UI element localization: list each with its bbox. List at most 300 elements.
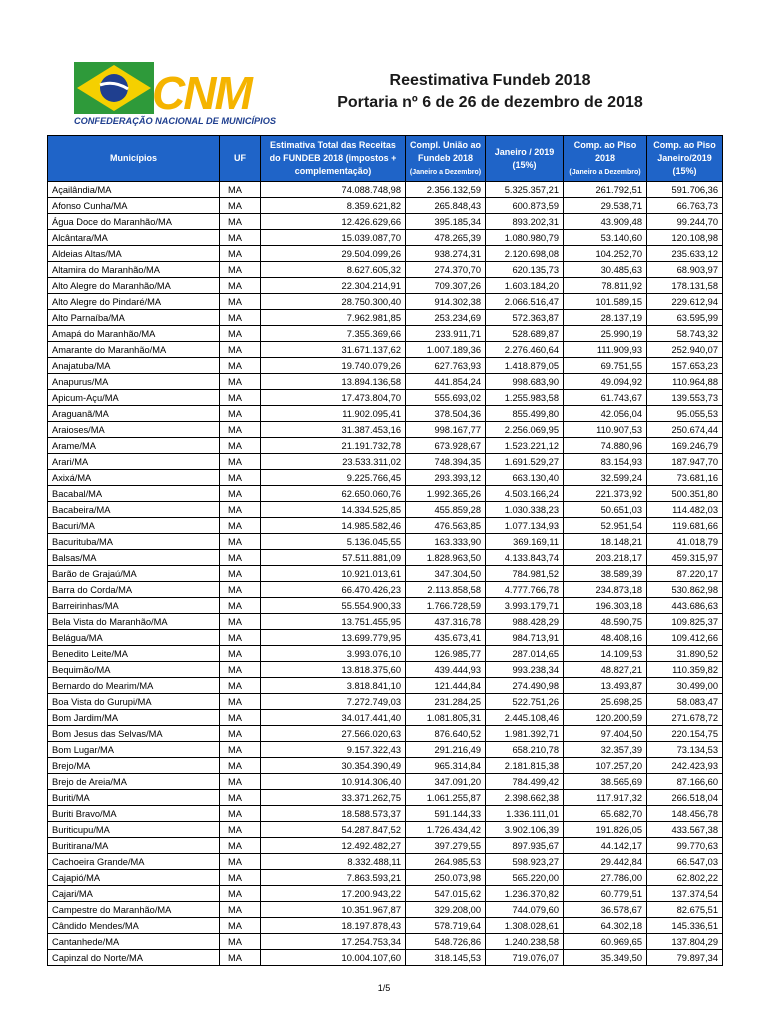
cell-compl-uniao: 591.144,33 (406, 806, 486, 822)
table-row (48, 406, 723, 422)
table-row (48, 614, 723, 630)
table-row (48, 390, 723, 406)
cell-estimativa: 11.902.095,41 (261, 406, 406, 422)
cell-compl-uniao: 673.928,67 (406, 438, 486, 454)
cell-comp-piso-jan: 235.633,12 (647, 246, 723, 262)
cell-municipio: Amapá do Maranhão/MA (48, 326, 220, 342)
cell-compl-uniao: 1.007.189,36 (406, 342, 486, 358)
cell-uf: MA (220, 806, 261, 822)
cell-estimativa: 18.197.878,43 (261, 918, 406, 934)
cell-estimativa: 31.387.453,16 (261, 422, 406, 438)
cell-uf: MA (220, 694, 261, 710)
cell-estimativa: 14.985.582,46 (261, 518, 406, 534)
cell-compl-uniao: 233.911,71 (406, 326, 486, 342)
cell-estimativa: 28.750.300,40 (261, 294, 406, 310)
cell-municipio: Buriti/MA (48, 790, 220, 806)
cell-uf: MA (220, 358, 261, 374)
table-row (48, 758, 723, 774)
cell-municipio: Altamira do Maranhão/MA (48, 262, 220, 278)
cell-estimativa: 66.470.426,23 (261, 582, 406, 598)
cell-comp-piso-jan: 242.423,93 (647, 758, 723, 774)
cell-comp-piso-jan: 114.482,03 (647, 502, 723, 518)
cell-compl-uniao: 1.828.963,50 (406, 550, 486, 566)
table-row (48, 566, 723, 582)
table-row (48, 726, 723, 742)
cell-municipio: Arame/MA (48, 438, 220, 454)
cell-estimativa: 57.511.881,09 (261, 550, 406, 566)
cell-compl-uniao: 455.859,28 (406, 502, 486, 518)
cell-uf: MA (220, 550, 261, 566)
cell-comp-piso: 203.218,17 (564, 550, 647, 566)
brazil-flag-icon (74, 62, 154, 114)
cell-comp-piso: 61.743,67 (564, 390, 647, 406)
table-row (48, 422, 723, 438)
cell-compl-uniao: 293.393,12 (406, 470, 486, 486)
cell-comp-piso: 234.873,18 (564, 582, 647, 598)
cell-janeiro: 2.445.108,46 (486, 710, 564, 726)
cell-janeiro: 658.210,78 (486, 742, 564, 758)
table-row (48, 214, 723, 230)
cell-compl-uniao: 547.015,62 (406, 886, 486, 902)
cell-uf: MA (220, 262, 261, 278)
cell-municipio: Alto Alegre do Maranhão/MA (48, 278, 220, 294)
cell-janeiro: 287.014,65 (486, 646, 564, 662)
cell-comp-piso: 101.589,15 (564, 294, 647, 310)
cell-comp-piso-jan: 169.246,79 (647, 438, 723, 454)
cell-compl-uniao: 265.848,43 (406, 198, 486, 214)
cell-estimativa: 5.136.045,55 (261, 534, 406, 550)
cell-uf: MA (220, 854, 261, 870)
table-row (48, 438, 723, 454)
table-row (48, 694, 723, 710)
logo-wordmark: CNM (152, 67, 251, 119)
cell-comp-piso-jan: 178.131,58 (647, 278, 723, 294)
table-row (48, 838, 723, 854)
cell-comp-piso-jan: 66.763,73 (647, 198, 723, 214)
cell-estimativa: 7.863.593,21 (261, 870, 406, 886)
cell-comp-piso-jan: 110.964,88 (647, 374, 723, 390)
cell-compl-uniao: 965.314,84 (406, 758, 486, 774)
table-row (48, 230, 723, 246)
table-row (48, 358, 723, 374)
cell-compl-uniao: 476.563,85 (406, 518, 486, 534)
table-row (48, 262, 723, 278)
cell-comp-piso: 52.951,54 (564, 518, 647, 534)
cell-uf: MA (220, 934, 261, 950)
cell-municipio: Bom Jesus das Selvas/MA (48, 726, 220, 742)
cell-uf: MA (220, 742, 261, 758)
cell-janeiro: 369.169,11 (486, 534, 564, 550)
table-row (48, 742, 723, 758)
cell-comp-piso-jan: 95.055,53 (647, 406, 723, 422)
cell-janeiro: 784.499,42 (486, 774, 564, 790)
cell-compl-uniao: 1.061.255,87 (406, 790, 486, 806)
table-row (48, 454, 723, 470)
cell-uf: MA (220, 646, 261, 662)
cell-comp-piso: 196.303,18 (564, 598, 647, 614)
cell-janeiro: 744.079,60 (486, 902, 564, 918)
cell-municipio: Brejo de Areia/MA (48, 774, 220, 790)
document-title: Reestimativa Fundeb 2018 (389, 72, 591, 89)
cell-estimativa: 27.566.020,63 (261, 726, 406, 742)
cell-janeiro: 4.503.166,24 (486, 486, 564, 502)
cell-uf: MA (220, 278, 261, 294)
cell-janeiro: 1.236.370,82 (486, 886, 564, 902)
col-uf: UF (220, 136, 261, 182)
cell-compl-uniao: 1.726.434,42 (406, 822, 486, 838)
cell-janeiro: 522.751,26 (486, 694, 564, 710)
cell-compl-uniao: 395.185,34 (406, 214, 486, 230)
cell-uf: MA (220, 902, 261, 918)
cell-estimativa: 14.334.525,85 (261, 502, 406, 518)
cell-estimativa: 17.200.943,22 (261, 886, 406, 902)
cell-janeiro: 600.873,59 (486, 198, 564, 214)
cell-janeiro: 598.923,27 (486, 854, 564, 870)
cell-janeiro: 5.325.357,21 (486, 182, 564, 198)
cell-compl-uniao: 548.726,86 (406, 934, 486, 950)
cell-comp-piso-jan: 443.686,63 (647, 598, 723, 614)
cell-uf: MA (220, 758, 261, 774)
cell-compl-uniao: 2.113.858,58 (406, 582, 486, 598)
cell-compl-uniao: 250.073,98 (406, 870, 486, 886)
cell-compl-uniao: 126.985,77 (406, 646, 486, 662)
cell-compl-uniao: 998.167,77 (406, 422, 486, 438)
cell-janeiro: 3.993.179,71 (486, 598, 564, 614)
cell-comp-piso-jan: 62.802,22 (647, 870, 723, 886)
cell-comp-piso-jan: 137.804,29 (647, 934, 723, 950)
cell-comp-piso: 191.826,05 (564, 822, 647, 838)
cell-uf: MA (220, 198, 261, 214)
cell-comp-piso-jan: 591.706,36 (647, 182, 723, 198)
table-row (48, 582, 723, 598)
table-row (48, 678, 723, 694)
cell-estimativa: 13.818.375,60 (261, 662, 406, 678)
cell-comp-piso: 49.094,92 (564, 374, 647, 390)
cell-estimativa: 33.371.262,75 (261, 790, 406, 806)
cell-comp-piso-jan: 82.675,51 (647, 902, 723, 918)
cell-estimativa: 18.588.573,37 (261, 806, 406, 822)
table-row (48, 950, 723, 966)
table-row (48, 806, 723, 822)
cell-municipio: Bequimão/MA (48, 662, 220, 678)
cell-estimativa: 30.354.390,49 (261, 758, 406, 774)
cell-janeiro: 565.220,00 (486, 870, 564, 886)
cell-compl-uniao: 347.091,20 (406, 774, 486, 790)
cell-comp-piso: 18.148,21 (564, 534, 647, 550)
cell-comp-piso-jan: 73.681,16 (647, 470, 723, 486)
cell-compl-uniao: 318.145,53 (406, 950, 486, 966)
cell-compl-uniao: 478.265,39 (406, 230, 486, 246)
table-row (48, 854, 723, 870)
cell-municipio: Bacuri/MA (48, 518, 220, 534)
cell-uf: MA (220, 662, 261, 678)
cell-compl-uniao: 291.216,49 (406, 742, 486, 758)
cell-municipio: Cachoeira Grande/MA (48, 854, 220, 870)
table-row (48, 326, 723, 342)
cell-comp-piso-jan: 266.518,04 (647, 790, 723, 806)
cell-uf: MA (220, 710, 261, 726)
cell-estimativa: 54.287.847,52 (261, 822, 406, 838)
cell-comp-piso: 36.578,67 (564, 902, 647, 918)
cell-comp-piso: 64.302,18 (564, 918, 647, 934)
cell-estimativa: 55.554.900,33 (261, 598, 406, 614)
cell-uf: MA (220, 502, 261, 518)
table-row (48, 182, 723, 198)
cell-uf: MA (220, 534, 261, 550)
cell-comp-piso-jan: 87.220,17 (647, 566, 723, 582)
cell-comp-piso: 48.590,75 (564, 614, 647, 630)
cell-comp-piso: 83.154,93 (564, 454, 647, 470)
cell-uf: MA (220, 230, 261, 246)
cell-janeiro: 998.683,90 (486, 374, 564, 390)
cell-municipio: Campestre do Maranhão/MA (48, 902, 220, 918)
cell-uf: MA (220, 214, 261, 230)
cell-janeiro: 1.308.028,61 (486, 918, 564, 934)
cell-comp-piso: 74.880,96 (564, 438, 647, 454)
cell-estimativa: 15.039.087,70 (261, 230, 406, 246)
cell-compl-uniao: 709.307,26 (406, 278, 486, 294)
cell-comp-piso: 29.442,84 (564, 854, 647, 870)
table-row (48, 646, 723, 662)
cell-estimativa: 17.254.753,34 (261, 934, 406, 950)
cell-compl-uniao: 121.444,84 (406, 678, 486, 694)
col-comp-piso-jan: Comp. ao Piso Janeiro/2019 (15%) (647, 136, 723, 182)
table-row (48, 470, 723, 486)
cell-compl-uniao: 231.284,25 (406, 694, 486, 710)
cell-municipio: Cajapió/MA (48, 870, 220, 886)
cell-estimativa: 9.225.766,45 (261, 470, 406, 486)
cell-estimativa: 12.492.482,27 (261, 838, 406, 854)
cell-comp-piso-jan: 109.412,66 (647, 630, 723, 646)
cell-comp-piso: 78.811,92 (564, 278, 647, 294)
cell-compl-uniao: 163.333,90 (406, 534, 486, 550)
cell-estimativa: 13.699.779,95 (261, 630, 406, 646)
cell-comp-piso: 69.751,55 (564, 358, 647, 374)
table-row (48, 630, 723, 646)
table-row (48, 310, 723, 326)
cell-comp-piso-jan: 120.108,98 (647, 230, 723, 246)
cell-comp-piso-jan: 87.166,60 (647, 774, 723, 790)
cell-uf: MA (220, 838, 261, 854)
cell-compl-uniao: 435.673,41 (406, 630, 486, 646)
cell-estimativa: 7.272.749,03 (261, 694, 406, 710)
cell-uf: MA (220, 790, 261, 806)
cell-comp-piso-jan: 252.940,07 (647, 342, 723, 358)
cell-janeiro: 1.603.184,20 (486, 278, 564, 294)
cell-comp-piso-jan: 68.903,97 (647, 262, 723, 278)
cell-comp-piso-jan: 30.499,00 (647, 678, 723, 694)
cell-comp-piso-jan: 139.553,73 (647, 390, 723, 406)
cell-comp-piso-jan: 187.947,70 (647, 454, 723, 470)
cell-comp-piso: 53.140,60 (564, 230, 647, 246)
cell-comp-piso-jan: 137.374,54 (647, 886, 723, 902)
cell-municipio: Barra do Corda/MA (48, 582, 220, 598)
cell-uf: MA (220, 486, 261, 502)
cell-estimativa: 22.304.214,91 (261, 278, 406, 294)
cell-janeiro: 855.499,80 (486, 406, 564, 422)
cell-comp-piso-jan: 110.359,82 (647, 662, 723, 678)
cell-compl-uniao: 1.992.365,26 (406, 486, 486, 502)
cell-municipio: Bacurituba/MA (48, 534, 220, 550)
cell-municipio: Barreirinhas/MA (48, 598, 220, 614)
cell-estimativa: 13.751.455,95 (261, 614, 406, 630)
cell-estimativa: 62.650.060,76 (261, 486, 406, 502)
table-row (48, 486, 723, 502)
cell-comp-piso-jan: 271.678,72 (647, 710, 723, 726)
fundeb-table (47, 135, 723, 966)
cell-janeiro: 1.030.338,23 (486, 502, 564, 518)
cell-comp-piso-jan: 157.653,23 (647, 358, 723, 374)
cell-comp-piso: 110.907,53 (564, 422, 647, 438)
cell-uf: MA (220, 294, 261, 310)
table-row (48, 374, 723, 390)
cell-janeiro: 1.981.392,71 (486, 726, 564, 742)
cell-municipio: Água Doce do Maranhão/MA (48, 214, 220, 230)
table-row (48, 278, 723, 294)
cell-municipio: Benedito Leite/MA (48, 646, 220, 662)
cell-municipio: Açailândia/MA (48, 182, 220, 198)
cell-comp-piso: 25.990,19 (564, 326, 647, 342)
cell-compl-uniao: 253.234,69 (406, 310, 486, 326)
cell-compl-uniao: 397.279,55 (406, 838, 486, 854)
cell-uf: MA (220, 390, 261, 406)
cell-janeiro: 4.777.766,78 (486, 582, 564, 598)
cell-janeiro: 988.428,29 (486, 614, 564, 630)
table-row (48, 534, 723, 550)
cell-janeiro: 528.689,87 (486, 326, 564, 342)
cell-janeiro: 3.902.106,39 (486, 822, 564, 838)
cell-compl-uniao: 2.356.132,59 (406, 182, 486, 198)
cell-comp-piso: 38.565,69 (564, 774, 647, 790)
cell-estimativa: 19.740.079,26 (261, 358, 406, 374)
cell-estimativa: 8.359.621,82 (261, 198, 406, 214)
cell-municipio: Aldeias Altas/MA (48, 246, 220, 262)
table-row (48, 902, 723, 918)
cell-janeiro: 2.181.815,38 (486, 758, 564, 774)
cell-janeiro: 1.336.111,01 (486, 806, 564, 822)
cell-comp-piso: 28.137,19 (564, 310, 647, 326)
cell-uf: MA (220, 438, 261, 454)
cell-comp-piso: 38.589,39 (564, 566, 647, 582)
cell-municipio: Boa Vista do Gurupi/MA (48, 694, 220, 710)
cell-comp-piso-jan: 79.897,34 (647, 950, 723, 966)
cell-uf: MA (220, 678, 261, 694)
cell-compl-uniao: 876.640,52 (406, 726, 486, 742)
cell-compl-uniao: 1.081.805,31 (406, 710, 486, 726)
table-row (48, 598, 723, 614)
cell-estimativa: 10.914.306,40 (261, 774, 406, 790)
cell-uf: MA (220, 566, 261, 582)
cell-municipio: Apicum-Açu/MA (48, 390, 220, 406)
cell-estimativa: 8.627.605,32 (261, 262, 406, 278)
cell-uf: MA (220, 726, 261, 742)
cell-comp-piso-jan: 41.018,79 (647, 534, 723, 550)
cell-janeiro: 663.130,40 (486, 470, 564, 486)
cell-janeiro: 1.255.983,58 (486, 390, 564, 406)
cell-comp-piso: 30.485,63 (564, 262, 647, 278)
cell-comp-piso-jan: 220.154,75 (647, 726, 723, 742)
cell-municipio: Bacabal/MA (48, 486, 220, 502)
cell-municipio: Araioses/MA (48, 422, 220, 438)
cell-comp-piso: 97.404,50 (564, 726, 647, 742)
cell-comp-piso: 120.200,59 (564, 710, 647, 726)
page-number: 1/5 (377, 983, 391, 993)
cell-comp-piso-jan: 99.770,63 (647, 838, 723, 854)
cell-compl-uniao: 378.504,36 (406, 406, 486, 422)
cell-comp-piso-jan: 433.567,38 (647, 822, 723, 838)
cell-municipio: Belágua/MA (48, 630, 220, 646)
cell-comp-piso-jan: 530.862,98 (647, 582, 723, 598)
cell-compl-uniao: 555.693,02 (406, 390, 486, 406)
table-row (48, 870, 723, 886)
cell-municipio: Alcântara/MA (48, 230, 220, 246)
cell-uf: MA (220, 310, 261, 326)
cell-estimativa: 8.332.488,11 (261, 854, 406, 870)
table-body (48, 182, 723, 966)
table-row (48, 502, 723, 518)
cell-janeiro: 893.202,31 (486, 214, 564, 230)
cell-comp-piso: 13.493,87 (564, 678, 647, 694)
col-municipios: Municípios (48, 136, 220, 182)
cell-estimativa: 7.355.369,66 (261, 326, 406, 342)
cell-uf: MA (220, 518, 261, 534)
cell-janeiro: 620.135,73 (486, 262, 564, 278)
cell-comp-piso-jan: 250.674,44 (647, 422, 723, 438)
cell-estimativa: 34.017.441,40 (261, 710, 406, 726)
cell-compl-uniao: 274.370,70 (406, 262, 486, 278)
cell-janeiro: 1.080.980,79 (486, 230, 564, 246)
cell-comp-piso: 65.682,70 (564, 806, 647, 822)
cell-municipio: Balsas/MA (48, 550, 220, 566)
table-row (48, 790, 723, 806)
cell-municipio: Arari/MA (48, 454, 220, 470)
cell-municipio: Buriticupu/MA (48, 822, 220, 838)
cell-uf: MA (220, 182, 261, 198)
cell-comp-piso: 42.056,04 (564, 406, 647, 422)
document-subtitle: Portaria nº 6 de 26 de dezembro de 2018 (337, 94, 643, 111)
cell-estimativa: 13.894.136,58 (261, 374, 406, 390)
logo-subtitle: CONFEDERAÇÃO NACIONAL DE MUNICÍPIOS (74, 116, 276, 126)
cell-compl-uniao: 347.304,50 (406, 566, 486, 582)
cell-uf: MA (220, 822, 261, 838)
cell-janeiro: 2.276.460,64 (486, 342, 564, 358)
cell-uf: MA (220, 454, 261, 470)
cell-comp-piso: 32.357,39 (564, 742, 647, 758)
cell-uf: MA (220, 246, 261, 262)
cnm-logo (74, 60, 276, 132)
cell-municipio: Brejo/MA (48, 758, 220, 774)
table-row (48, 934, 723, 950)
cell-municipio: Bela Vista do Maranhão/MA (48, 614, 220, 630)
cell-comp-piso: 43.909,48 (564, 214, 647, 230)
cell-janeiro: 719.076,07 (486, 950, 564, 966)
cell-municipio: Capinzal do Norte/MA (48, 950, 220, 966)
cell-municipio: Barão de Grajaú/MA (48, 566, 220, 582)
cell-janeiro: 572.363,87 (486, 310, 564, 326)
cell-comp-piso: 48.827,21 (564, 662, 647, 678)
cell-uf: MA (220, 422, 261, 438)
cell-janeiro: 1.240.238,58 (486, 934, 564, 950)
cell-compl-uniao: 437.316,78 (406, 614, 486, 630)
table-row (48, 294, 723, 310)
cell-compl-uniao: 914.302,38 (406, 294, 486, 310)
cell-municipio: Anajatuba/MA (48, 358, 220, 374)
cell-comp-piso: 60.969,65 (564, 934, 647, 950)
cell-comp-piso-jan: 99.244,70 (647, 214, 723, 230)
cell-compl-uniao: 627.763,93 (406, 358, 486, 374)
cell-compl-uniao: 938.274,31 (406, 246, 486, 262)
cell-estimativa: 74.088.748,98 (261, 182, 406, 198)
